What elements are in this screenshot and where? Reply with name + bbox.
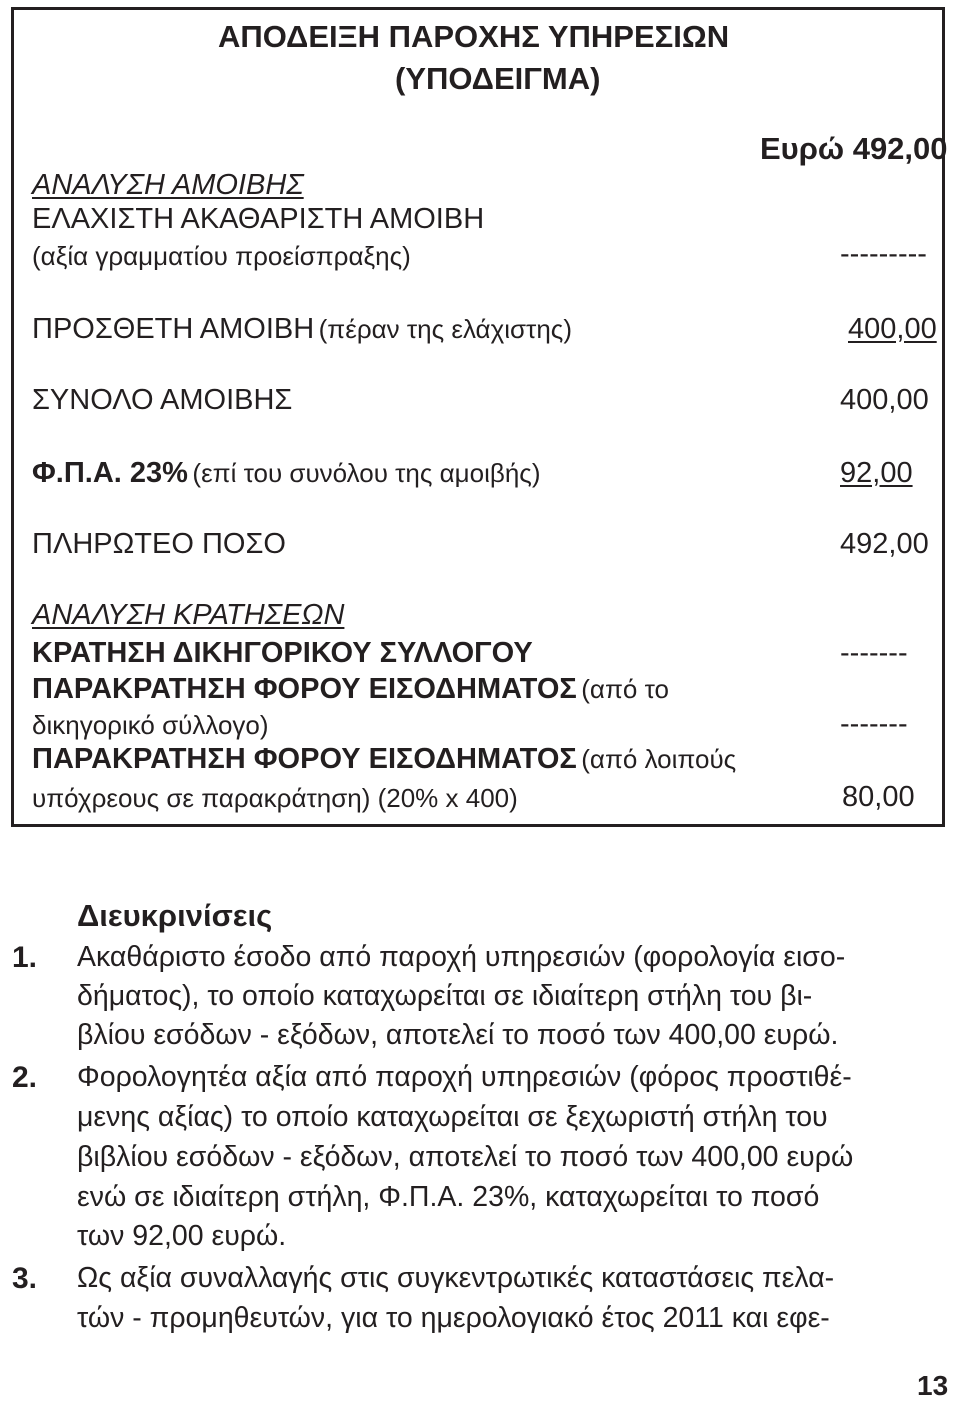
tax2-row xyxy=(32,745,736,774)
tax1-label: ΠΑΡΑΚΡΑΤΗΣΗ ΦΟΡΟΥ ΕΙΣΟΔΗΜΑΤΟΣ xyxy=(32,673,577,705)
note-number: 3. xyxy=(12,1262,38,1295)
note-line: των 92,00 ευρώ. xyxy=(77,1220,287,1252)
tax2-note-a: (από λοιπούς xyxy=(581,744,737,774)
tax2-value: 80,00 xyxy=(842,781,915,813)
min-fee-value: --------- xyxy=(840,238,927,270)
total-fee-label: ΣΥΝΟΛΟ ΑΜΟΙΒΗΣ xyxy=(32,384,293,416)
fee-section-title: ΑΝΑΛΥΣΗ ΑΜΟΙΒΗΣ xyxy=(32,169,304,201)
tax2-label: ΠΑΡΑΚΡΑΤΗΣΗ ΦΟΡΟΥ ΕΙΣΟΔΗΜΑΤΟΣ xyxy=(32,743,577,775)
note-line: βιβλίου εσόδων - εξόδων, αποτελεί το ποσό των 400,00 ευρώ xyxy=(77,1141,854,1173)
withholding-section-title: ΑΝΑΛΥΣΗ ΚΡΑΤΗΣΕΩΝ xyxy=(32,599,345,631)
min-fee-note: (αξία γραμματίου προείσπραξης) xyxy=(32,241,411,271)
tax1-row xyxy=(32,675,669,704)
receipt-subtitle: (ΥΠΟΔΕΙΓΜΑ) xyxy=(395,61,601,96)
receipt-title: ΑΠΟΔΕΙΞΗ ΠΑΡΟΧΗΣ ΥΠΗΡΕΣΙΩΝ xyxy=(218,19,730,54)
note-number: 2. xyxy=(12,1061,38,1094)
note-line: τών - προμηθευτών, για το ημερολογιακό έτος 2011 και εφε- xyxy=(77,1302,830,1334)
extra-fee-note: (πέραν της ελάχιστης) xyxy=(318,314,572,344)
note-line: ενώ σε ιδιαίτερη στήλη, Φ.Π.Α. 23%, καταχωρείται το ποσό xyxy=(77,1181,820,1213)
note-line: δήματος), το οποίο καταχωρείται σε ιδιαίτερη στήλη του βι- xyxy=(77,980,813,1012)
vat-value: 92,00 xyxy=(840,457,913,489)
min-fee-label: ΕΛΑΧΙΣΤΗ ΑΚΑΘΑΡΙΣΤΗ ΑΜΟΙΒΗ xyxy=(32,203,485,235)
note-line: Ως αξία συναλλαγής στις συγκεντρωτικές καταστάσεις πελα- xyxy=(77,1262,835,1294)
note-line: βλίου εσόδων - εξόδων, αποτελεί το ποσό των 400,00 ευρώ. xyxy=(77,1019,839,1051)
payable-label: ΠΛΗΡΩΤΕΟ ΠΟΣΟ xyxy=(32,528,286,560)
tax1-value: ------- xyxy=(840,708,908,740)
note-line: Φορολογητέα αξία από παροχή υπηρεσιών (φόρος προστιθέ- xyxy=(77,1061,852,1093)
note-line: Ακαθάριστο έσοδο από παροχή υπηρεσιών (φορολογία εισο- xyxy=(77,941,846,973)
tax1-note-a: (από το xyxy=(581,674,669,704)
total-fee-value: 400,00 xyxy=(840,384,929,416)
payable-value: 492,00 xyxy=(840,528,929,560)
note-number: 1. xyxy=(12,941,38,974)
bar-withholding-label: ΚΡΑΤΗΣΗ ΔΙΚΗΓΟΡΙΚΟΥ ΣΥΛΛΟΓΟΥ xyxy=(32,637,533,669)
extra-fee-value: 400,00 xyxy=(848,313,937,345)
total-header: Ευρώ 492,00 xyxy=(760,131,948,166)
bar-withholding-value: ------- xyxy=(840,637,908,669)
tax1-note-b: δικηγορικό σύλλογο) xyxy=(32,710,269,740)
extra-fee-row xyxy=(32,315,572,344)
note-line: μενης αξίας) το οποίο καταχωρείται σε ξεχωριστή στήλη του xyxy=(77,1101,828,1133)
notes-heading: Διευκρινίσεις xyxy=(77,898,273,933)
vat-note: (επί του συνόλου της αμοιβής) xyxy=(192,458,541,488)
page-number: 13 xyxy=(917,1370,949,1401)
vat-label: Φ.Π.Α. 23% xyxy=(32,457,188,489)
vat-row xyxy=(32,459,541,488)
tax2-note-b: υπόχρεους σε παρακράτηση) (20% x 400) xyxy=(32,783,518,813)
extra-fee-label: ΠΡΟΣΘΕΤΗ ΑΜΟΙΒΗ xyxy=(32,313,315,345)
